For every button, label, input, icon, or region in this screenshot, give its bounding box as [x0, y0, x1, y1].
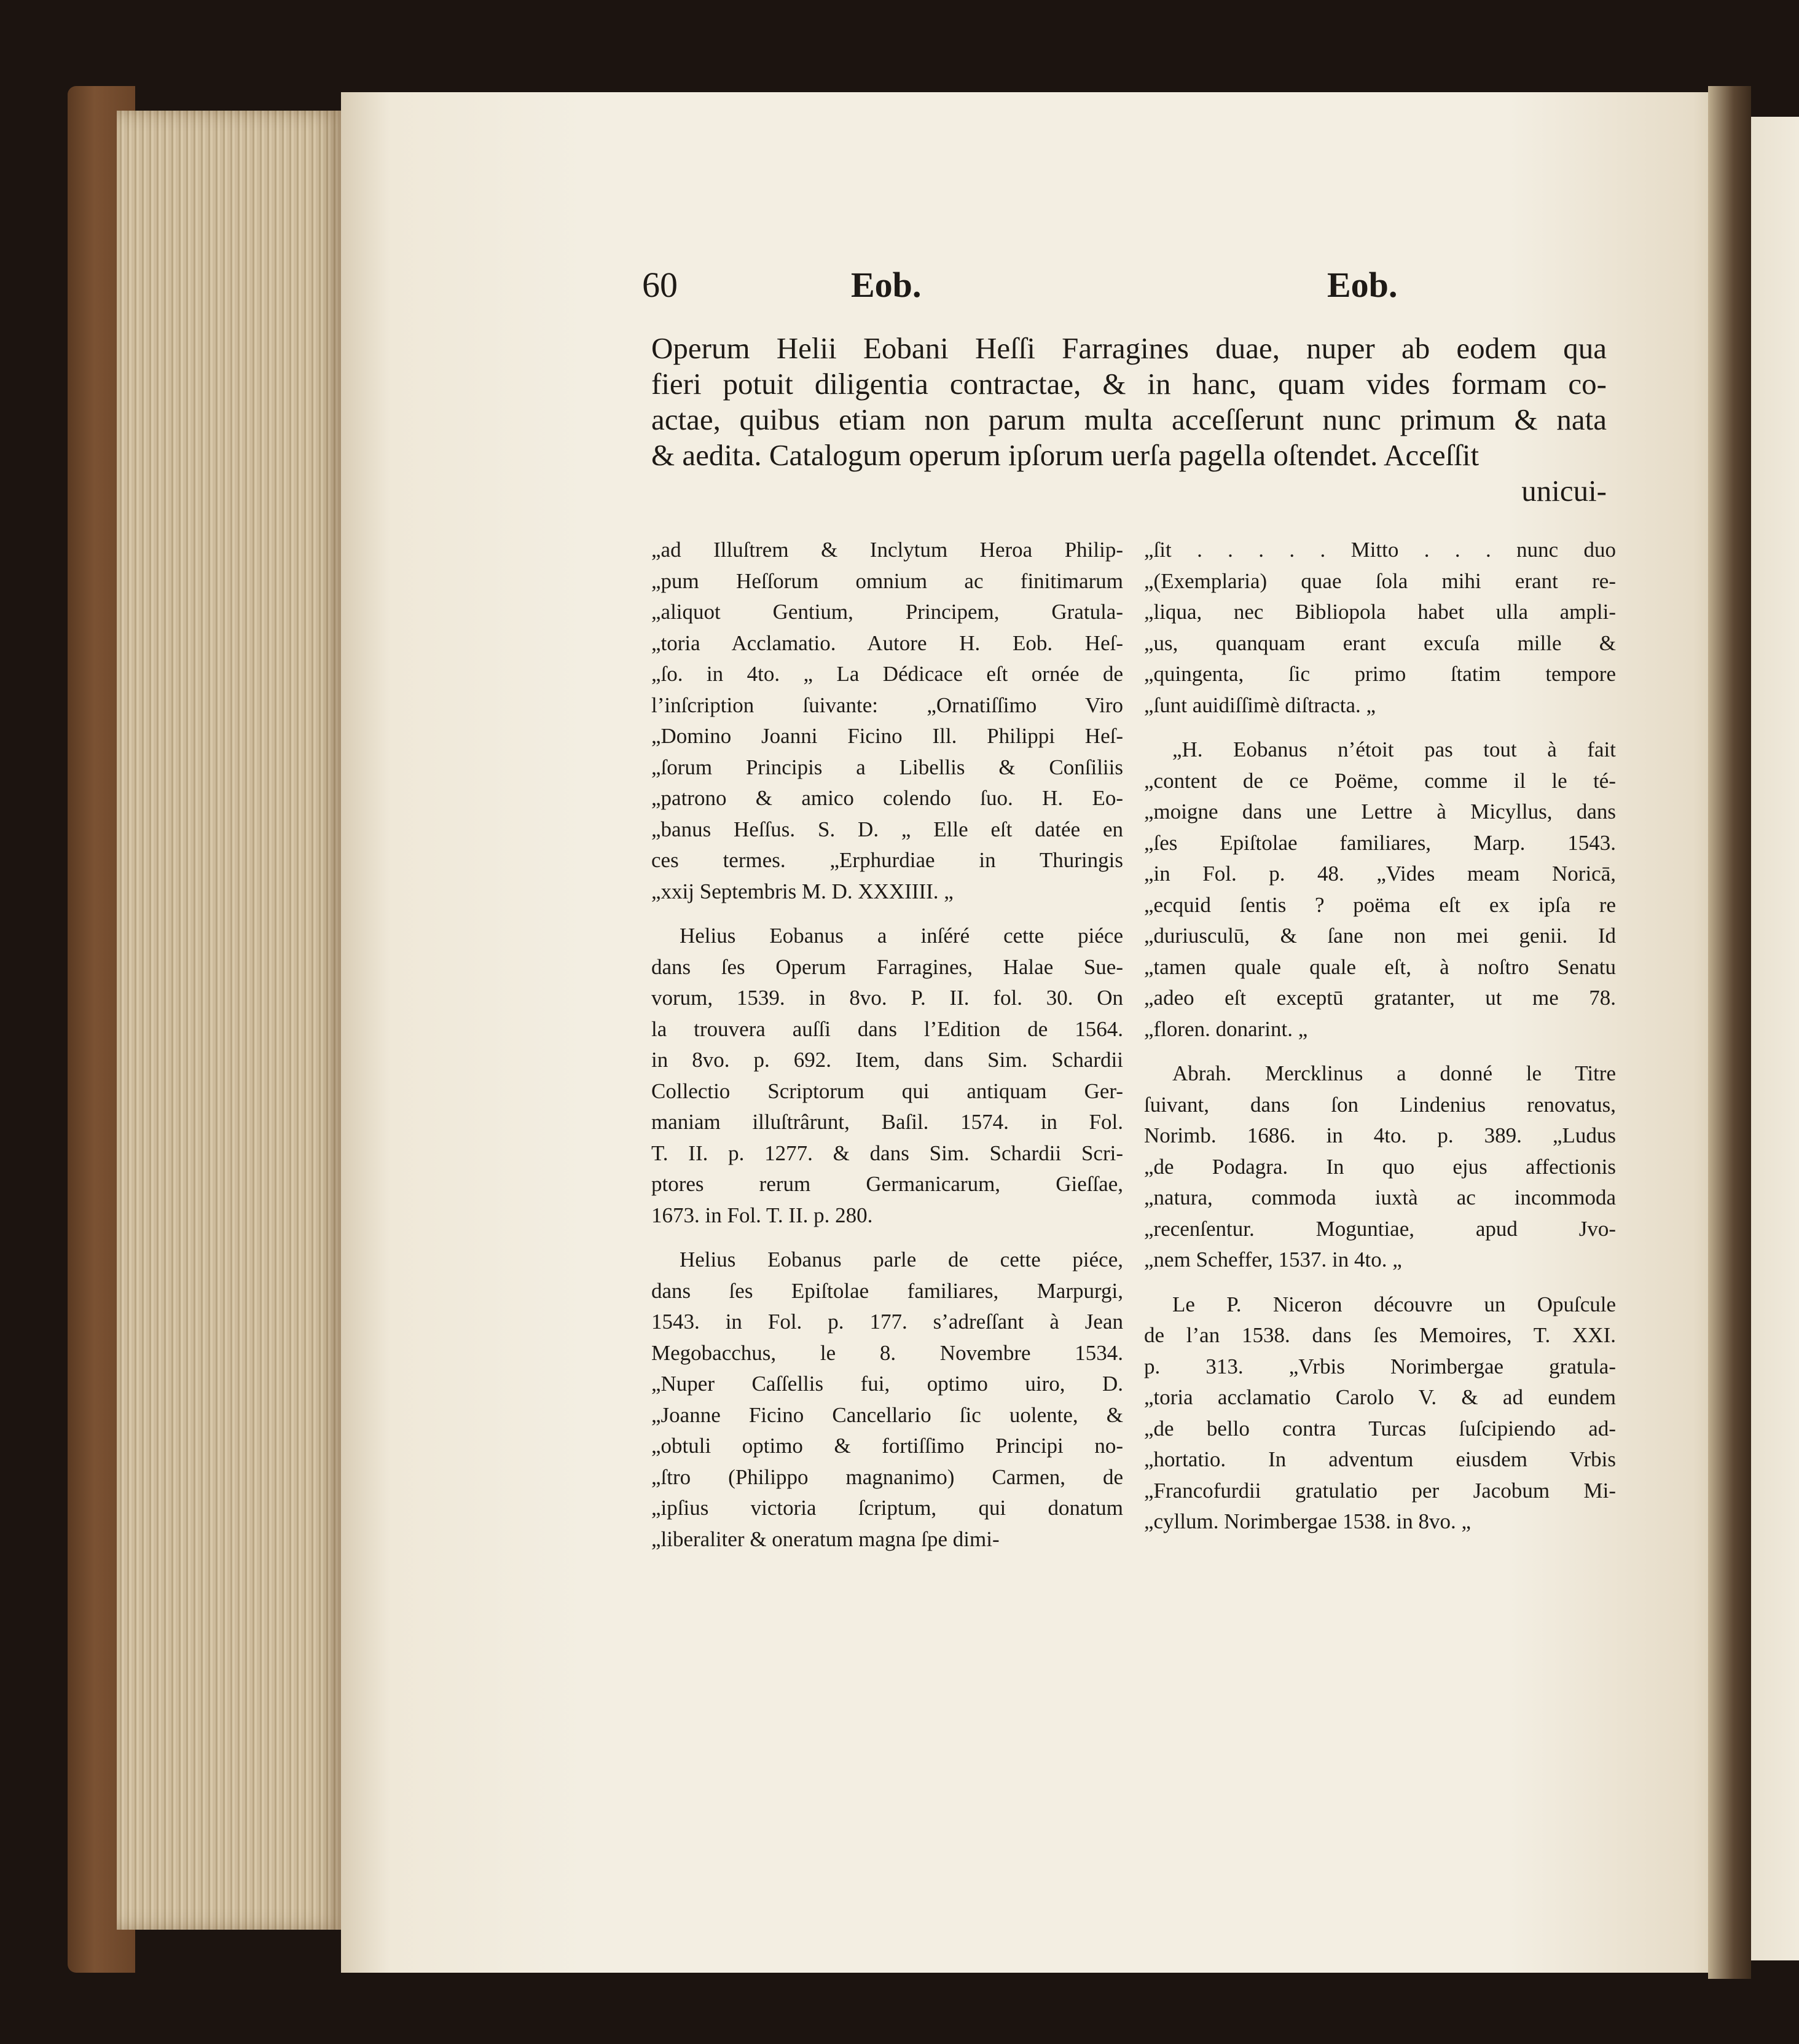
paragraph-gap	[651, 907, 1123, 921]
text-line: „Domino Joanni Ficino Ill. Philippi Heſ-	[651, 724, 1123, 748]
text-line: T. II. p. 1277. & dans Sim. Schardii Scri-	[651, 1141, 1123, 1165]
page-edges	[117, 111, 344, 1930]
paragraph-gap	[651, 1231, 1123, 1244]
intro-line: & aedita. Catalogum operum ipſorum uerſa pagella oſtendet. Acceſſit	[651, 438, 1480, 472]
text-line: ces termes. „Erphurdiae in Thuringis	[651, 848, 1123, 872]
text-line: „liberaliter & oneratum magna ſpe dimi-	[651, 1527, 1000, 1551]
text-line: „ad Illuſtrem & Inclytum Heroa Philip-	[651, 538, 1123, 562]
running-head-left: Eob.	[851, 265, 922, 305]
text-line: „ſo. in 4to. „ La Dédicace eſt ornée de	[651, 662, 1123, 686]
intro-line: unicui-	[1521, 474, 1607, 508]
text-line: „liqua, nec Bibliopola habet ulla ampli-	[1144, 600, 1616, 624]
text-line: „ecquid ſentis ? poëma eſt ex ipſa re	[1144, 892, 1616, 917]
text-line: „Joanne Ficino Cancellario ſic uolente, &	[651, 1402, 1123, 1427]
text-line: „de bello contra Turcas ſuſcipiendo ad-	[1144, 1416, 1616, 1441]
text-line: „Francofurdii gratulatio per Jacobum Mi-	[1144, 1478, 1616, 1503]
book-gutter	[1708, 86, 1751, 1979]
text-line: „pum Heſſorum omnium ac finitimarum	[651, 568, 1123, 593]
intro-line: fieri potuit diligentia contractae, & in hanc, quam vides formam co-	[651, 367, 1607, 401]
text-line: „ipſius victoria ſcriptum, qui donatum	[651, 1496, 1123, 1520]
text-line: „toria acclamatio Carolo V. & ad eundem	[1144, 1385, 1616, 1409]
text-line: „moigne dans une Lettre à Micyllus, dans	[1144, 800, 1616, 823]
running-head-right: Eob.	[1327, 265, 1398, 305]
text-line: 1673. in Fol. T. II. p. 280.	[651, 1203, 873, 1227]
text-line: „ſtro (Philippo magnanimo) Carmen, de	[651, 1464, 1123, 1489]
text-line: „aliquot Gentium, Principem, Gratula-	[651, 600, 1123, 624]
text-line: ſuivant, dans ſon Lindenius renovatus,	[1144, 1092, 1616, 1117]
text-line: „obtuli optimo & fortiſſimo Principi no-	[651, 1434, 1123, 1458]
text-line: „recenſentur. Moguntiae, apud Jvo-	[1144, 1216, 1616, 1241]
right-column	[1144, 535, 1616, 1538]
text-line: Helius Eobanus parle de cette piéce,	[680, 1248, 1123, 1272]
left-column	[651, 535, 1123, 1555]
text-line: in 8vo. p. 692. Item, dans Sim. Schardii	[651, 1048, 1123, 1072]
text-line: „tamen quale quale eſt, à noſtro Senatu	[1144, 954, 1616, 979]
text-line: dans ſes Operum Farragines, Halae Sue-	[651, 954, 1123, 979]
text-line: „ſit . . . . . Mitto . . . nunc duo	[1144, 538, 1616, 562]
text-line: „adeo eſt exceptū gratanter, ut me 78.	[1144, 986, 1616, 1010]
text-line: „H. Eobanus n’étoit pas tout à fait	[1172, 737, 1616, 761]
text-line: „natura, commoda iuxtà ac incommoda	[1144, 1185, 1616, 1209]
text-line: „toria Acclamatio. Autore H. Eob. Heſ-	[651, 631, 1123, 655]
text-line: „quingenta, ſic primo ſtatim tempore	[1144, 662, 1616, 686]
text-line: Abrah. Mercklinus a donné le Titre	[1172, 1061, 1616, 1085]
paragraph-gap	[1144, 1276, 1616, 1289]
text-line: „ſunt auidiſſimè diſtracta. „	[1144, 693, 1376, 717]
text-line: Helius Eobanus a inſéré cette piéce	[680, 924, 1123, 948]
text-line: maniam illuſtrârunt, Baſil. 1574. in Fol.	[651, 1110, 1123, 1134]
text-line: p. 313. „Vrbis Norimbergae gratula-	[1144, 1354, 1616, 1378]
text-line: „in Fol. p. 48. „Vides meam Noricā,	[1144, 862, 1616, 886]
text-line: de l’an 1538. dans ſes Memoires, T. XXI.	[1144, 1323, 1616, 1347]
text-line: Collectio Scriptorum qui antiquam Ger-	[651, 1079, 1123, 1103]
text-line: „(Exemplaria) quae ſola mihi erant re-	[1144, 568, 1616, 593]
text-line: „duriusculū, & ſane non mei genii. Id	[1144, 924, 1616, 948]
text-line: „de Podagra. In quo ejus affectionis	[1144, 1154, 1616, 1179]
text-line: „xxij Septembris M. D. XXXIIII. „	[651, 879, 954, 903]
intro-line: actae, quibus etiam non parum multa acceſſerunt nunc primum & nata	[651, 403, 1607, 436]
text-line: dans ſes Epiſtolae familiares, Marpurgi,	[651, 1278, 1123, 1303]
paragraph-gap	[1144, 721, 1616, 734]
text-line: ptores rerum Germanicarum, Gieſſae,	[651, 1172, 1123, 1196]
page-number: 60	[642, 265, 678, 305]
text-line: vorum, 1539. in 8vo. P. II. fol. 30. On	[651, 986, 1123, 1010]
text-line: Le P. Niceron découvre un Opuſcule	[1172, 1292, 1616, 1316]
intro-paragraph	[651, 331, 1607, 509]
text-line: „cyllum. Norimbergae 1538. in 8vo. „	[1144, 1509, 1472, 1533]
paragraph-gap	[1144, 1045, 1616, 1058]
text-line: „hortatio. In adventum eiusdem Vrbis	[1144, 1447, 1616, 1471]
text-line: „Nuper Caſſellis fui, optimo uiro, D.	[651, 1372, 1123, 1396]
intro-line: Operum Helii Eobani Heſſi Farragines duae, nuper ab eodem qua	[651, 331, 1607, 365]
text-line: „banus Heſſus. S. D. „ Elle eſt datée en	[651, 817, 1123, 841]
text-line: Megobacchus, le 8. Novembre 1534.	[651, 1340, 1123, 1365]
text-line: „us, quanquam erant excuſa mille &	[1144, 631, 1616, 655]
text-line: „patrono & amico colendo ſuo. H. Eo-	[651, 786, 1123, 810]
text-line: l’inſcription ſuivante: „Ornatiſſimo Viro	[651, 693, 1123, 717]
text-line: „ſes Epiſtolae familiares, Marp. 1543.	[1144, 830, 1616, 855]
text-line: Norimb. 1686. in 4to. p. 389. „Ludus	[1144, 1123, 1616, 1147]
text-line: „ſorum Principis a Libellis & Conſiliis	[651, 755, 1123, 779]
text-line: 1543. in Fol. p. 177. s’adreſſant à Jean	[651, 1310, 1123, 1334]
text-line: „nem Scheffer, 1537. in 4to. „	[1144, 1248, 1402, 1272]
text-line: la trouvera auſſi dans l’Edition de 1564.	[651, 1016, 1123, 1041]
text-line: „content de ce Poëme, comme il le té-	[1144, 768, 1616, 793]
text-line: „floren. donarint. „	[1144, 1016, 1308, 1041]
